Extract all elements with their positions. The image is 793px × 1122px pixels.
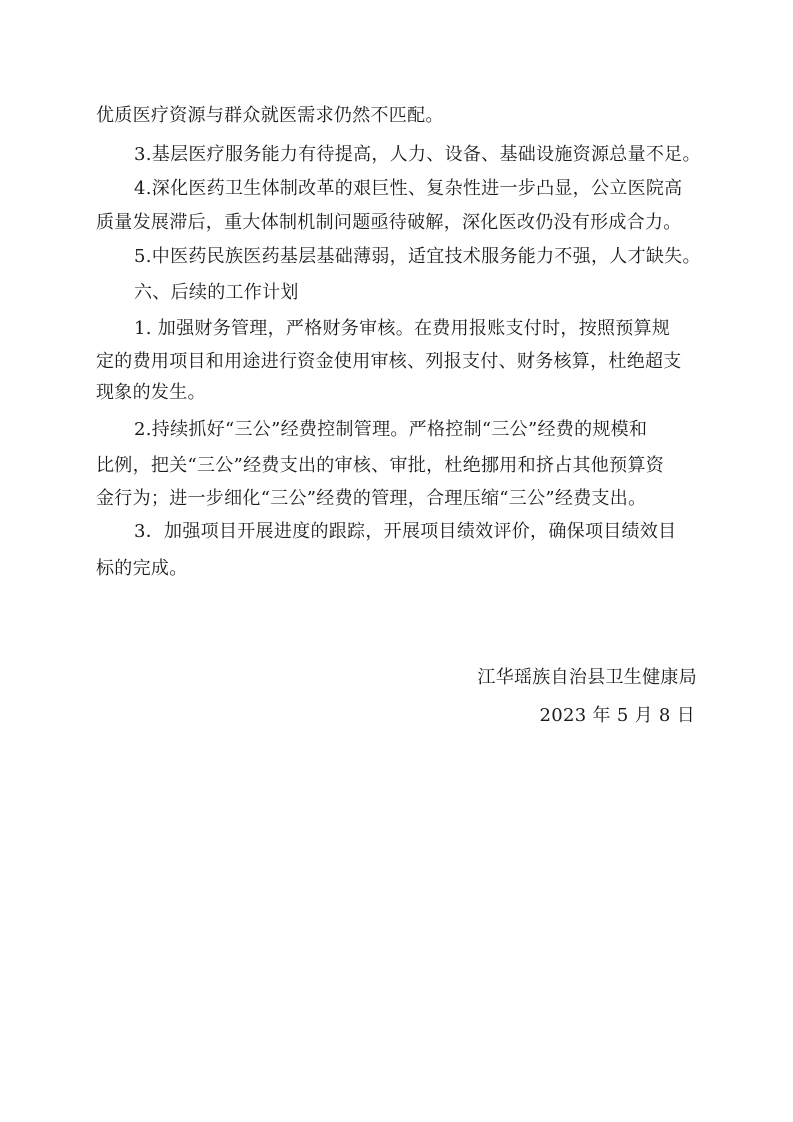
paragraph-line-12: 金行为；进一步细化“三公”经费的管理，合理压缩“三公”经费支出。 — [96, 488, 647, 509]
paragraph-line-7: 1. 加强财务管理，严格财务审核。在费用报账支付时，按照预算规 — [134, 318, 671, 339]
paragraph-line-4: 质量发展滞后，重大体制机制问题亟待破解，深化医改仍没有形成合力。 — [96, 212, 682, 233]
paragraph-line-5: 5.中医药民族医药基层基础薄弱，适宜技术服务能力不强，人才缺失。 — [134, 246, 701, 267]
signature-organization: 江华瑶族自治县卫生健康局 — [477, 667, 697, 688]
paragraph-line-1: 优质医疗资源与群众就医需求仍然不匹配。 — [96, 105, 444, 126]
paragraph-line-3: 4.深化医药卫生体制改革的艰巨性、复杂性进一步凸显，公立医院高 — [134, 178, 683, 199]
paragraph-line-13: 3．加强项目开展进度的跟踪，开展项目绩效评价，确保项目绩效目 — [134, 521, 677, 542]
paragraph-line-14: 标的完成。 — [96, 558, 188, 579]
paragraph-line-2: 3.基层医疗服务能力有待提高，人力、设备、基础设施资源总量不足。 — [134, 144, 701, 165]
paragraph-line-9: 现象的发生。 — [96, 382, 206, 403]
paragraph-line-11: 比例，把关“三公”经费支出的审核、审批，杜绝挪用和挤占其他预算资 — [96, 455, 665, 476]
signature-date: 2023 年 5 月 8 日 — [539, 705, 695, 726]
section-heading: 六、后续的工作计划 — [134, 282, 299, 303]
paragraph-line-10: 2.持续抓好“三公”经费控制管理。严格控制“三公”经费的规模和 — [134, 419, 648, 440]
paragraph-line-8: 定的费用项目和用途进行资金使用审核、列报支付、财务核算，杜绝超支 — [96, 351, 682, 372]
